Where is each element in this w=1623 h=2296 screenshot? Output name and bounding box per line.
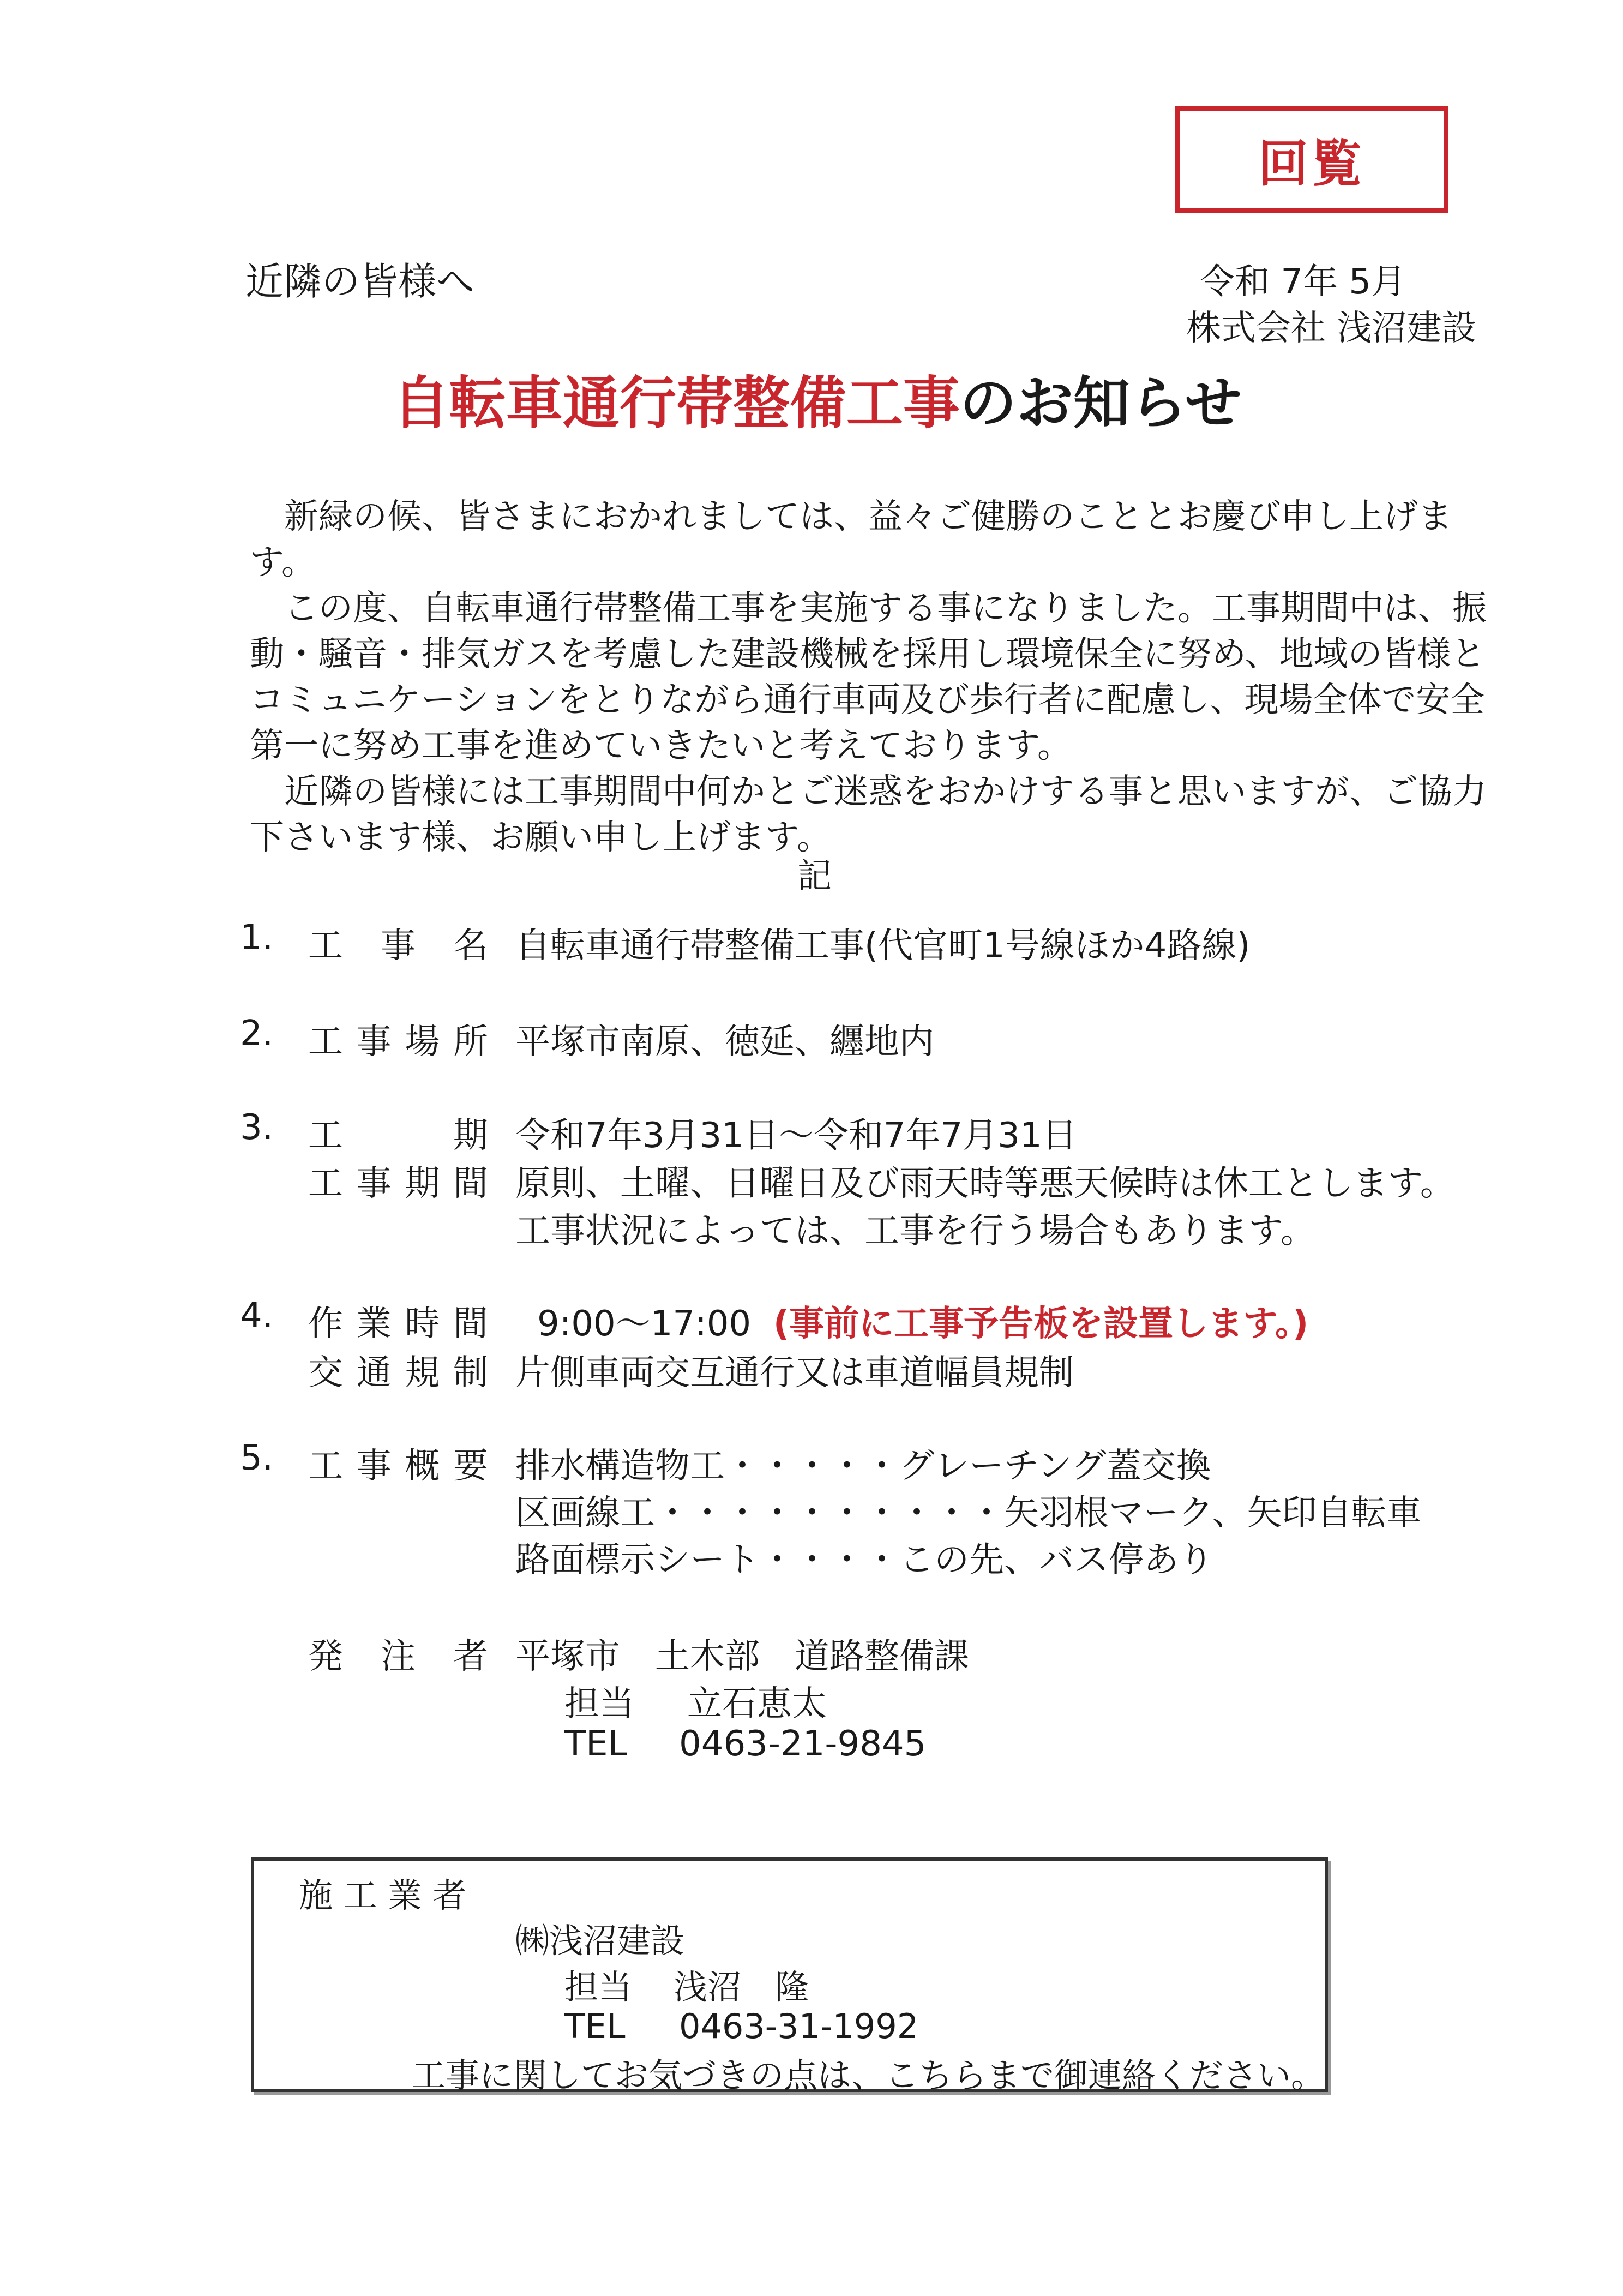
work-hours-note: (事前に工事予告板を設置します。) <box>773 1304 1309 1344</box>
item-4-label <box>308 1296 488 1346</box>
item-3-value-2: 原則、土曜、日曜日及び雨天時等悪天候時は休工とします。 <box>515 1164 1455 1204</box>
label-char: 工 <box>308 1022 343 1062</box>
item-4-label-2 <box>308 1345 488 1395</box>
orderer-person: 立石恵太 <box>687 1684 827 1724</box>
item-3-value: 令和7年3月31日～令和7年7月31日 <box>515 1116 1077 1156</box>
item-1-label <box>308 918 488 968</box>
item-3-number: 3. <box>240 1107 274 1148</box>
label-char: 工 <box>308 1446 343 1486</box>
body-paragraph-1: 新緑の候、皆さまにおかれましては、益々ご健勝のこととお慶び申し上げます。 <box>250 496 1452 582</box>
work-hours: 9:00～17:00 <box>537 1304 752 1344</box>
issue-date: 令和 7年 5月 <box>1200 262 1406 302</box>
label-char: 者 <box>453 1636 488 1677</box>
title-red-part: 自転車通行帯整備工事 <box>393 370 960 436</box>
item-3-label <box>308 1107 488 1158</box>
label-char: 通 <box>356 1353 392 1393</box>
addressee: 近隣の皆様へ <box>245 259 474 304</box>
title-black-part: のお知らせ <box>960 370 1242 436</box>
label-char: 規 <box>405 1353 440 1393</box>
label-char: 事 <box>356 1164 392 1204</box>
stamp-text: 回覧 <box>1258 134 1365 193</box>
label-char: 制 <box>453 1353 488 1393</box>
notice-body <box>250 494 1504 860</box>
label-char: 期 <box>405 1164 440 1204</box>
item-5-line-3: 路面標示シート・・・・この先、バス停あり <box>515 1540 1213 1580</box>
contractor-note: 工事に関してお気づきの点は、こちらまで御連絡ください。 <box>412 2055 1325 2095</box>
body-paragraph-2: この度、自転車通行帯整備工事を実施する事になりました。工事期間中は、振動・騒音・排気ガスを考慮した建設機械を採用し環境保全に努め、地域の皆様とコミュニケーションをとりながら通行車両及び歩行者に配慮し、現場全体で安全第一に努め工事を進めていきたいと考えております。 <box>250 588 1487 765</box>
item-2-label <box>308 1014 488 1064</box>
label-char: 交 <box>308 1353 343 1393</box>
orderer-label <box>308 1628 488 1678</box>
issuer-company: 株式会社 浅沼建設 <box>1186 308 1477 349</box>
label-char: 名 <box>453 926 488 966</box>
contractor-person: 浅沼 隆 <box>674 1967 809 2007</box>
label-char: 所 <box>453 1022 488 1062</box>
orderer-org: 平塚市 土木部 道路整備課 <box>515 1636 969 1677</box>
label-char: 間 <box>453 1304 488 1344</box>
label-char: 時 <box>405 1304 440 1344</box>
item-3-value-3: 工事状況によっては、工事を行う場合もあります。 <box>515 1211 1315 1251</box>
item-5-number: 5. <box>240 1438 274 1478</box>
notice-title <box>393 357 1242 439</box>
label-char: 事 <box>381 926 416 966</box>
contractor-tel: 0463-31-1992 <box>679 2006 919 2046</box>
ki-heading: 記 <box>797 856 832 896</box>
label-char: 場 <box>405 1022 440 1062</box>
item-5-label <box>308 1438 488 1488</box>
circulation-stamp <box>1175 106 1448 213</box>
orderer-person-label: 担当 <box>564 1684 634 1724</box>
label-char: 業 <box>356 1304 392 1344</box>
body-paragraph-3: 近隣の皆様には工事期間中何かとご迷惑をおかけする事と思いますが、ご協力下さいます様、お願い申し上げます。 <box>250 771 1487 857</box>
item-4-value-2: 片側車両交互通行又は車道幅員規制 <box>515 1353 1074 1393</box>
label-char: 工 <box>308 1116 343 1156</box>
label-char: 注 <box>381 1636 416 1677</box>
label-char: 工 <box>308 926 343 966</box>
item-5-line-2: 区画線工・・・・・・・・・・矢羽根マーク、矢印自転車 <box>515 1493 1422 1533</box>
label-char: 作 <box>308 1304 343 1344</box>
label-char: 概 <box>405 1446 440 1486</box>
orderer-tel: 0463-21-9845 <box>679 1724 927 1764</box>
label-char: 事 <box>356 1022 392 1062</box>
label-char: 発 <box>308 1636 343 1677</box>
label-char: 期 <box>453 1116 488 1156</box>
label-char: 間 <box>453 1164 488 1204</box>
contractor-person-label: 担当 <box>564 1967 633 2007</box>
orderer-tel-label: TEL <box>564 1724 628 1764</box>
contractor-tel-label: TEL <box>564 2006 626 2046</box>
label-char: 工 <box>308 1164 343 1204</box>
label-char: 事 <box>356 1446 392 1486</box>
label-char: 要 <box>453 1446 488 1486</box>
item-2-number: 2. <box>240 1014 274 1054</box>
contractor-label: 施 工 業 者 <box>299 1875 467 1915</box>
item-4-number: 4. <box>240 1296 274 1336</box>
item-1-value: 自転車通行帯整備工事(代官町1号線ほか4路線) <box>515 926 1251 966</box>
item-2-value: 平塚市南原、徳延、纒地内 <box>515 1022 934 1062</box>
item-5-line-1: 排水構造物工・・・・・グレーチング蓋交換 <box>515 1446 1211 1486</box>
contractor-company: ㈱浅沼建設 <box>515 1921 685 1961</box>
item-4-value <box>537 1296 1308 1346</box>
item-1-number: 1. <box>240 918 274 958</box>
item-3-label-2 <box>308 1155 488 1206</box>
